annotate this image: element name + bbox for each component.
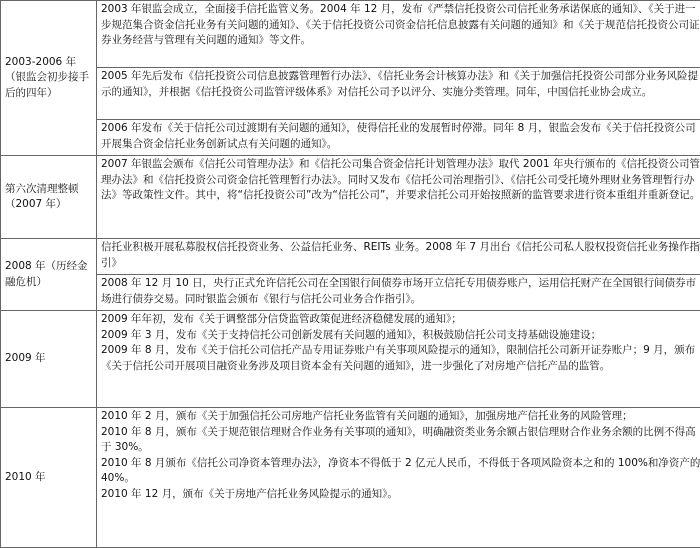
- content-line: 2008 年 12 月 10 日，央行正式允许信托公司在全国银行间债券市场开立信托专用债券账户，运用信托财产在全国银行间债券市场进行债券交易。同时银监会颁布《银行与信托公司业务合作指引》。: [101, 276, 700, 307]
- content-line: 2010 年 8 月，颁布《关于规范银信理财合作业务有关事项的通知》，明确融资类业务余额占银信理财合作业务余额的比例不得高于 30%。: [101, 425, 700, 456]
- content-cell: [97, 275, 700, 311]
- content-line: 2010 年 8 月颁布《信托公司净资本管理办法》，净资本不得低于 2 亿元人民币，不得低于各项风险资本之和的 100%和净资产的 40%。: [101, 456, 700, 487]
- table-row: [1, 408, 700, 548]
- content-line: 2007 年银监会颁布《信托公司管理办法》和《信托公司集合资金信托计划管理办法》取代 2001 年央行颁布的《信托投资公司管理办法》和《信托投资公司资金信托管理暂行办法》。同时又发布《信托公司治理指引》、《信托公司受托境外理财业务管理暂行办法》等政策性文件。其中，将“信托投资公司”改为“信托公司”，并要求信托公司开始按照新的监管要求进行资本重组并重新登记。: [101, 157, 700, 204]
- content-line: 信托业积极开展私募股权信托投资业务、公益信托业务、REITs 业务。2008 年 7 月出台《信托公司私人股权投资信托业务操作指引》: [101, 240, 700, 271]
- table-row: [1, 239, 700, 275]
- period-cell: 2009 年: [1, 311, 97, 408]
- period-cell: 2003-2006 年（银监会初步接手后的四年）: [1, 1, 97, 156]
- content-cell: [97, 239, 700, 275]
- content-line: 2006 年发布《关于信托公司过渡期有关问题的通知》，使得信托业的发展暂时停滞。同年 8 月，银监会发布《关于信托投资公司开展集合资金信托业务创新试点有关问题的通知》。: [101, 121, 700, 152]
- table-row: [1, 156, 700, 239]
- period-cell: 2008 年（历经金融危机）: [1, 239, 97, 311]
- content-cell: [97, 408, 700, 548]
- table-row: [1, 275, 700, 311]
- table-row: [1, 68, 700, 120]
- period-cell: 2010 年: [1, 408, 97, 548]
- content-cell: [97, 120, 700, 156]
- content-line: 2003 年银监会成立，全面接手信托监管义务。2004 年 12 月，发布《严禁信托投资公司信托业务承诺保底的通知》、《关于进一步规范集合资金信托业务有关问题的通知》、《关于信托投资公司资金信托信息披露有关问题的通知》和《关于规范信托投资公司证券业务经营与管理有关问题的通知》等文件。: [101, 2, 700, 49]
- content-cell: [97, 68, 700, 120]
- content-line: 2005 年先后发布《信托投资公司信息披露管理暂行办法》、《信托业务会计核算办法》和《关于加强信托投资公司部分业务风险提示的通知》，并根据《信托投资公司监管评级体系》对信托公司予以评分、实施分类管理。同年，中国信托业协会成立。: [101, 69, 700, 100]
- content-cell: [97, 311, 700, 408]
- content-cell: [97, 1, 700, 68]
- period-cell: 第六次清理整顿（2007 年）: [1, 156, 97, 239]
- table-row: [1, 311, 700, 408]
- table-row: [1, 120, 700, 156]
- table-row: [1, 1, 700, 68]
- content-line: 2010 年 2 月，颁布《关于加强信托公司房地产信托业务监管有关问题的通知》，加强房地产信托业务的风险管理；: [101, 409, 700, 425]
- content-cell: [97, 156, 700, 239]
- content-line: 2009 年 8 月，发布《关于信托公司信托产品专用证券账户有关事项风险提示的通知》，限制信托公司新开证券账户；9 月，颁布《关于信托公司开展项目融资业务涉及项目资本金有关问题的通知》，进一步强化了对房地产信托产品的监管。: [101, 343, 700, 374]
- content-line: 2009 年年初，发布《关于调整部分信贷监管政策促进经济稳健发展的通知》；: [101, 312, 700, 328]
- content-line: 2010 年 12 月，颁布《关于房地产信托业务风险提示的通知》。: [101, 487, 700, 503]
- content-line: 2009 年 3 月，发布《关于支持信托公司创新发展有关问题的通知》，积极鼓励信托公司支持基础设施建设；: [101, 328, 700, 344]
